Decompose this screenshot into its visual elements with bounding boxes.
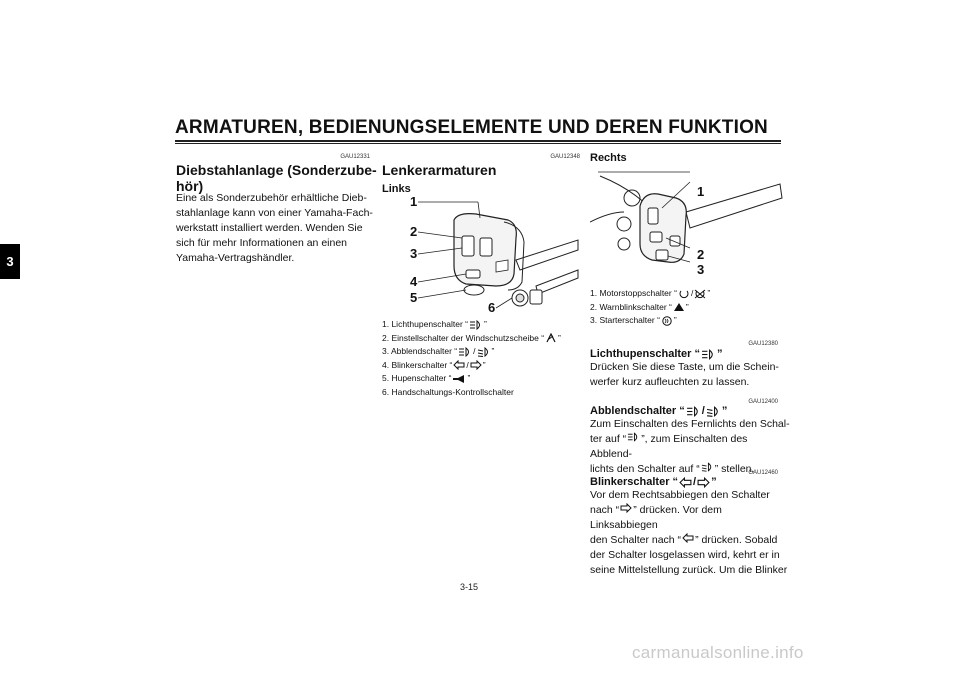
right-arrow-icon (697, 477, 710, 488)
callout-1: 1 (697, 184, 705, 199)
highbeam-icon (686, 406, 701, 417)
page-number: 3-15 (460, 582, 479, 592)
callout-1: 1 (410, 194, 418, 209)
subheading-left: Links (382, 183, 411, 195)
highbeam-icon (469, 320, 483, 330)
right-handlebar-switch-figure (590, 168, 785, 285)
lowbeam-icon (706, 406, 721, 417)
callout-2: 2 (697, 247, 705, 262)
highbeam-icon (627, 432, 640, 442)
section-code: GAU12380 (748, 341, 778, 347)
section-body: Drücken Sie diese Taste, um die Schein- werfer kurz aufleuchten zu lassen. (590, 361, 779, 388)
left-arrow-icon (453, 360, 465, 370)
highbeam-icon (458, 347, 472, 357)
engine-stop-icon (694, 289, 706, 299)
lowbeam-icon (701, 462, 714, 472)
figure-caption-list-right (590, 287, 710, 328)
section-body: Eine als Sonderzubehör erhältliche Dieb- stahlanlage kann von einer Yamaha-Fach- werkstatt installiert werden. Wenden Sie sich für mehr Informationen an einen Yamaha-Vertragshändler. (176, 192, 373, 264)
caption-item: 3. Abblendschalter “ / ” (382, 346, 495, 356)
section-heading: Lichthupenschalter “ ” (590, 348, 723, 360)
caption-item: 6. Handschaltungs-Kontrollschalter (382, 386, 514, 397)
right-arrow-icon (470, 360, 482, 370)
caption-item: 4. Blinkerschalter “ / ” (382, 359, 486, 370)
callout-4: 4 (410, 274, 418, 289)
watermark-text: carmanualsonline.info (632, 643, 804, 662)
caption-item: 2. Warnblinkschalter “ ” (590, 301, 689, 312)
section-heading: Abblendschalter “ / ” (590, 405, 728, 417)
horn-icon (452, 374, 466, 384)
starter-icon (661, 316, 673, 326)
caption-item: 2. Einstellschalter der Windschutzscheibe “ ” (382, 332, 561, 343)
section-heading: Blinkerschalter “ / ” (590, 476, 717, 488)
engine-run-icon (678, 289, 690, 299)
callout-2: 2 (410, 224, 418, 239)
caption-item: 5. Hupenschalter “ ” (382, 373, 471, 383)
callout-3: 3 (410, 246, 418, 261)
section-code: GAU12400 (748, 399, 778, 405)
header-rule (175, 140, 781, 142)
left-arrow-icon (682, 533, 694, 543)
header-rule-thin (175, 143, 781, 144)
caption-item: 1. Lichthupenschalter “ ” (382, 319, 487, 329)
page-header-title: ARMATUREN, BEDIENUNGSELEMENTE UND DEREN FUNKTION (175, 117, 768, 138)
section-body: Vor dem Rechtsabbiegen den Schalter nach “ ” drücken. Vor dem Linksabbiegen den Schalter nach “ ” drücken. Sobald der Schalter losgelassen wird, kehrt er in seine Mittelstellung zurück. Um die Blinker (590, 489, 788, 576)
chapter-tab: 3 (0, 244, 20, 279)
caption-item: 3. Starterschalter “ ” (590, 315, 677, 325)
right-arrow-icon (620, 503, 632, 513)
figure-caption-list-left (382, 318, 561, 399)
section-heading: Diebstahlanlage (Sonderzube- hör) (176, 162, 377, 194)
section-code: GAU12460 (748, 470, 778, 476)
callout-6: 6 (488, 300, 496, 315)
hazard-icon (673, 302, 685, 312)
left-arrow-icon (679, 477, 692, 488)
section-body: Zum Einschalten des Fernlichts den Schal- ter auf “ ”, zum Einschalten des Abblend- lichts den Schalter auf “ ” stellen. (590, 418, 790, 475)
caption-item: 1. Motorstoppschalter “ / ” (590, 288, 711, 298)
windshield-icon (545, 333, 557, 343)
callout-5: 5 (410, 290, 418, 305)
callout-3: 3 (697, 262, 705, 277)
section-code: GAU12348 (550, 154, 580, 160)
lowbeam-icon (477, 347, 491, 357)
subheading-right: Rechts (590, 152, 627, 164)
section-code: GAU12331 (340, 154, 370, 160)
section-heading: Lenkerarmaturen (382, 162, 497, 178)
highbeam-icon (701, 349, 716, 360)
